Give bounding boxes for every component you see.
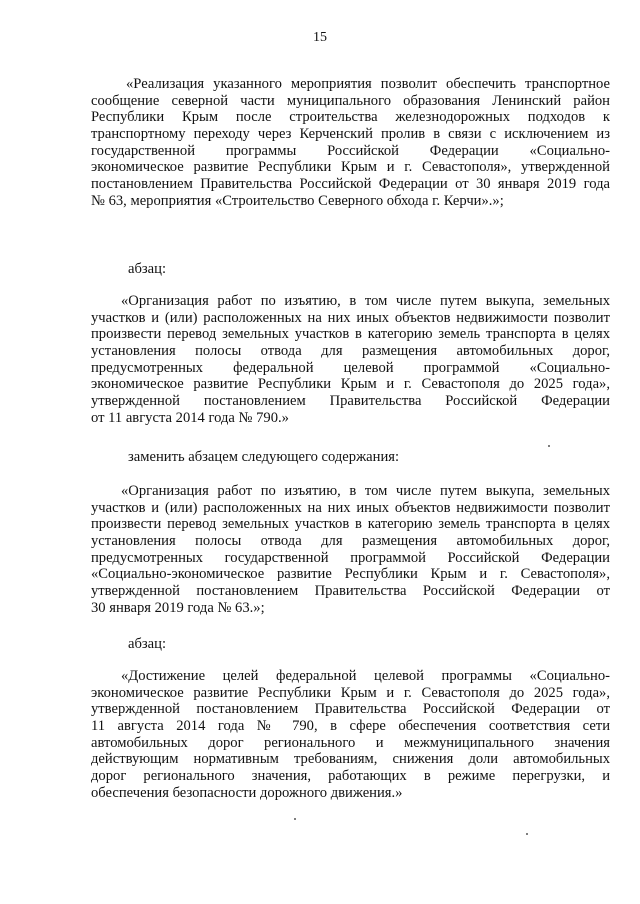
paragraph-line: участков и (или) расположенных на них иных объектов недвижимости позволит: [91, 499, 610, 516]
paragraph-line: дорог регионального значения, работающих в режиме перегрузки, и: [91, 768, 610, 785]
paragraph-line: № 63, мероприятия «Строительство Северного обхода г. Керчи».»;: [91, 192, 504, 209]
scan-speck: [294, 818, 296, 820]
paragraph-line: экономическое развитие Республики Крым и г. Севастополя до 2025 года»,: [91, 684, 610, 701]
paragraph-line: транспортному переходу через Керченский пролив в связи с исключением из: [91, 126, 610, 143]
paragraph-line: участков и (или) расположенных на них иных объектов недвижимости позволит: [91, 309, 610, 326]
label-replace: заменить абзацем следующего содержания:: [128, 449, 400, 465]
paragraph-line: предусмотренных федеральной целевой программой «Социально-: [91, 359, 610, 376]
paragraph-line: Республики Крым после строительства железнодорожных подходов к: [91, 109, 610, 126]
paragraph-line: 11 августа 2014 года № 790, в сфере обеспечения соответствия сети: [91, 718, 610, 735]
scan-speck: [548, 445, 550, 447]
paragraph-line: автомобильных дорог регионального и межмуниципального значения: [91, 734, 610, 751]
paragraph-line: утвержденной постановлением Правительства Российской Федерации от: [91, 583, 610, 600]
paragraph-line: экономическое развитие Республики Крым и г. Севастополя», утвержденной: [91, 159, 610, 176]
paragraph-line: «Организация работ по изъятию, в том числе путем выкупа, земельных: [121, 293, 610, 309]
paragraph-line: сообщение северной части муниципального образования Ленинский район: [91, 92, 610, 109]
paragraph-2: [91, 293, 610, 427]
label-abzac-2: абзац:: [128, 636, 167, 652]
paragraph-line: 30 января 2019 года № 63.»;: [91, 599, 265, 616]
paragraph-line: произвести перевод земельных участков в категорию земель транспорта в целях: [91, 326, 610, 343]
page-number: 15: [313, 30, 327, 45]
paragraph-line: установления полосы отвода для размещения автомобильных дорог,: [91, 343, 610, 360]
paragraph-line: экономическое развитие Республики Крым и г. Севастополя до 2025 года»,: [91, 376, 610, 393]
paragraph-line: обеспечения безопасности дорожного движения.»: [91, 784, 403, 801]
paragraph-3: [91, 483, 610, 617]
paragraph-line: действующим нормативным требованиям, снижения доли автомобильных: [91, 751, 610, 768]
paragraph-line: утвержденной постановлением Правительства Российской Федерации от: [91, 701, 610, 718]
paragraph-line: утвержденной постановлением Правительства Российской Федерации: [91, 393, 610, 410]
paragraph-line: «Реализация указанного мероприятия позволит обеспечить транспортное: [126, 76, 610, 92]
paragraph-line: «Достижение целей федеральной целевой программы «Социально-: [121, 668, 610, 684]
paragraph-line: «Организация работ по изъятию, в том числе путем выкупа, земельных: [121, 483, 610, 499]
paragraph-line: государственной программы Российской Федерации «Социально-: [91, 142, 610, 159]
paragraph-line: установления полосы отвода для размещения автомобильных дорог,: [91, 533, 610, 550]
paragraph-line: предусмотренных государственной программой Российской Федерации: [91, 549, 610, 566]
paragraph-4: [91, 668, 610, 802]
paragraph-line: от 11 августа 2014 года № 790.»: [91, 409, 289, 426]
paragraph-line: произвести перевод земельных участков в категорию земель транспорта в целях: [91, 516, 610, 533]
label-abzac-1: абзац:: [128, 261, 167, 277]
paragraph-1: [91, 76, 610, 210]
paragraph-line: постановлением Правительства Российской Федерации от 30 января 2019 года: [91, 176, 610, 193]
paragraph-line: «Социально-экономическое развитие Республики Крым и г. Севастополя»,: [91, 566, 610, 583]
scan-speck: [526, 833, 528, 835]
